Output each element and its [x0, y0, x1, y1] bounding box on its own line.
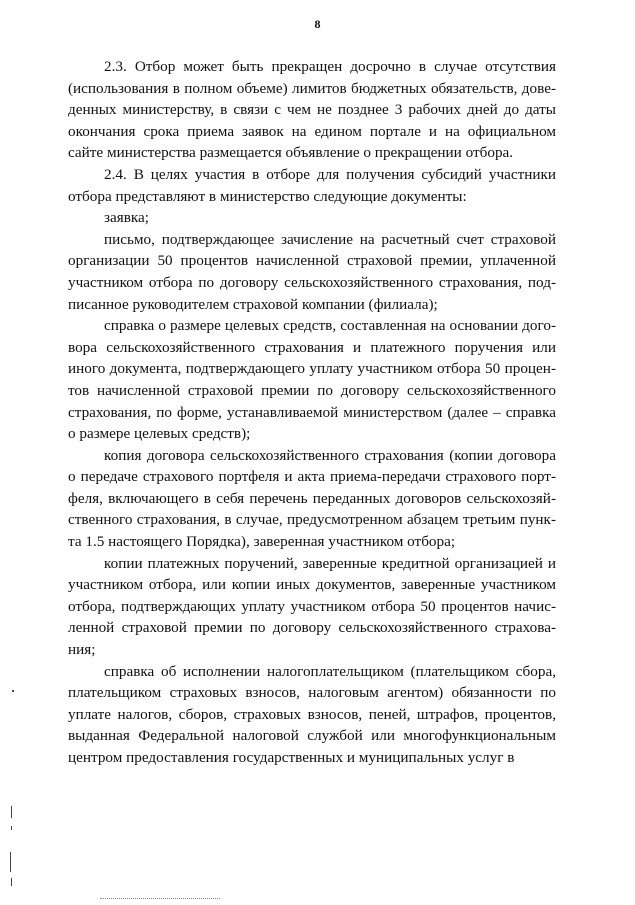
paragraph-2-4: 2.4. В целях участия в отборе для получения субсидий участники отбора представляют в министерство следующие документы: [68, 165, 556, 205]
scan-mark-bottom [11, 878, 12, 886]
list-item-target-funds-certificate: справка о размере целевых средств, составленная на основании договора сельскохозяйственного страхования и платежного поручения или иного документа, подтверждающего уплату участником отбора 50 процентов начисленной страховой премии по договору сельскохозяйственного страхования, по форме, устанавливаемой министерством (далее – справка о размере целевых средств); [68, 317, 556, 443]
list-item-application: заявка; [104, 209, 150, 227]
list-item-letter: письмо, подтверждающее зачисление на расчетный счет страховой организации 50 процентов начисленной страховой премии, уплаченной участником отбора по договору сельскохозяйственного страхования, подписанное руководителем страховой компании (филиала); [68, 230, 556, 313]
scan-mark-top [12, 690, 14, 692]
scan-mark-lower [10, 852, 11, 872]
list-item-tax-certificate: справка об исполнении налогоплательщиком (плательщиком сбора, плательщиком страховых взносов, налоговым агентом) обязанности по уплате налогов, сборов, страховых взносов, пеней, штрафов, процентов, выданная Федеральной налоговой службой или многофункциональным центром предоставления государственных и муниципальных услуг в [68, 662, 556, 766]
scan-mark-mid [11, 806, 12, 818]
list-item-payment-orders-copies: копии платежных поручений, заверенные кредитной организацией и участником отбора, или копии иных документов, заверенные участником отбора, подтверждающих уплату участником отбора 50 процентов начисленной страховой премии по договору сельскохозяйственного страхования; [68, 554, 556, 659]
scan-bottom-edge [100, 898, 220, 900]
scan-mark-mid-2 [11, 826, 12, 830]
paragraph-2-3: 2.3. Отбор может быть прекращен досрочно в случае отсутствия (использования в полном объеме) лимитов бюджетных обязательств, доведенных министерству, в связи с чем не позднее 3 рабочих дней до даты окончания срока приема заявок на едином портале и на официальном сайте министерства размещается объявление о прекращении отбора. [68, 58, 556, 162]
document-body [68, 56, 556, 769]
page-number: 8 [314, 17, 321, 31]
list-item-insurance-contract-copy: копия договора сельскохозяйственного страхования (копии договора о передаче страхового портфеля и акта приема-передачи страхового портфеля, включающего в себя перечень переданных договоров сельскохозяйственного страхования, в случае, предусмотренном абзацем третьим пункта 1.5 настоящего Порядка), заверенная участником отбора; [68, 446, 556, 551]
